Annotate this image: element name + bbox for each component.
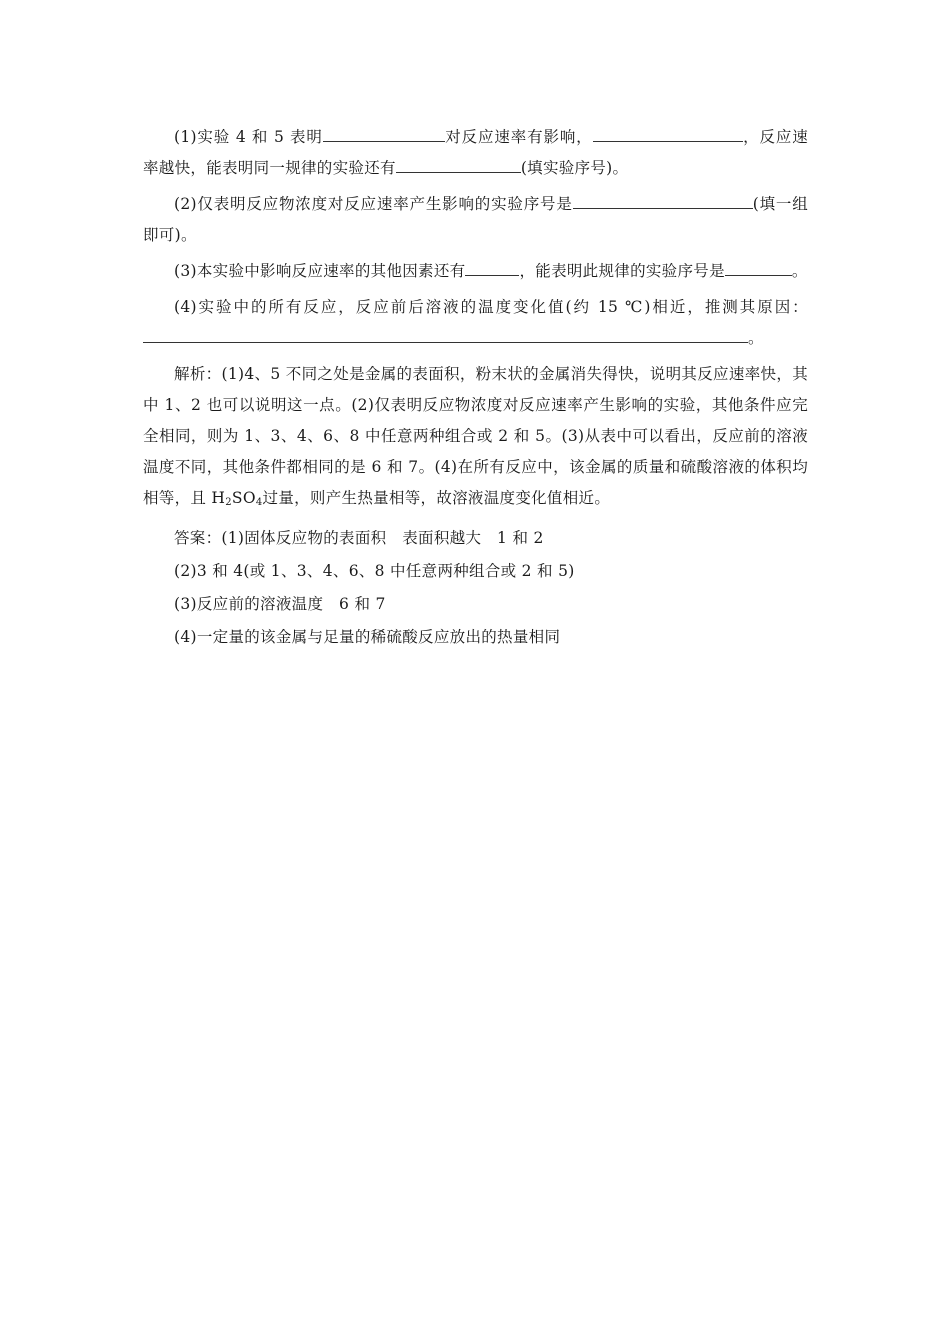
answer-3: (3)反应前的溶液温度 6 和 7 (174, 595, 386, 613)
analysis-text-3: 过量，则产生热量相等，故溶液温度变化值相近。 (262, 489, 611, 507)
analysis-subscript-1: 2 (225, 497, 232, 508)
question-4 (143, 292, 808, 354)
document-content (143, 122, 808, 655)
answer-blank (759, 257, 792, 276)
q1-mid: 对反应速率有影响， (444, 128, 593, 146)
answer-blank (465, 257, 519, 276)
q3-prefix: (3)本实验中影响反应速率的其他因素还有 (174, 262, 466, 280)
analysis-text-2: SO (231, 489, 256, 507)
answer-1: 答案：(1)固体反应物的表面积 表面积越大 1 和 2 (174, 529, 544, 547)
answer-blank (143, 324, 748, 343)
q2-prefix: (2)仅表明反应物浓度对反应速率产生影响的实验序号是 (174, 195, 573, 213)
analysis-text-1: 解析：(1)4、5 不同之处是金属的表面积，粉末状的金属消失得快，说明其反应速率快，其中 1、2 也可以说明这一点。(2)仅表明反应物浓度对反应速率产生影响的实验，其他条件应完全相同，则为 1、3、4、6、8 中任意两种组合或 2 和 5。(3)从表中可以看出，反应前的溶液温度不同，其他条件都相同的是 6 和 7。(4)在所有反应中，该金属的质量和硫酸溶液的体积均相等，且 H (143, 365, 808, 507)
analysis (143, 359, 808, 518)
q4-end: 。 (748, 329, 764, 347)
answer-blank (725, 257, 759, 276)
question-2 (143, 189, 808, 251)
answer-2: (2)3 和 4(或 1、3、4、6、8 中任意两种组合或 2 和 5) (174, 562, 575, 580)
answer-blank (396, 154, 521, 173)
q1-end: (填实验序号)。 (520, 159, 629, 177)
q1-prefix: (1)实验 4 和 5 表明 (174, 128, 323, 146)
answer-4: (4)一定量的该金属与足量的稀硫酸反应放出的热量相同 (174, 628, 561, 646)
answer-blank (573, 190, 753, 209)
q3-end: 。 (791, 262, 808, 280)
q2-end: (填一组即可)。 (143, 195, 809, 244)
question-1 (143, 122, 808, 184)
analysis-subscript-2: 4 (255, 497, 263, 508)
question-3 (143, 256, 808, 287)
answer-blank (593, 123, 743, 142)
q4-prefix: (4)实验中的所有反应，反应前后溶液的温度变化值(约 15 ℃)相近，推测其原因： (174, 298, 808, 316)
answer-blank (323, 123, 445, 142)
q3-mid: ，能表明此规律的实验序号是 (519, 262, 725, 280)
q1-tail: ，反应速率越快，能表明同一规律的实验还有 (143, 128, 808, 177)
